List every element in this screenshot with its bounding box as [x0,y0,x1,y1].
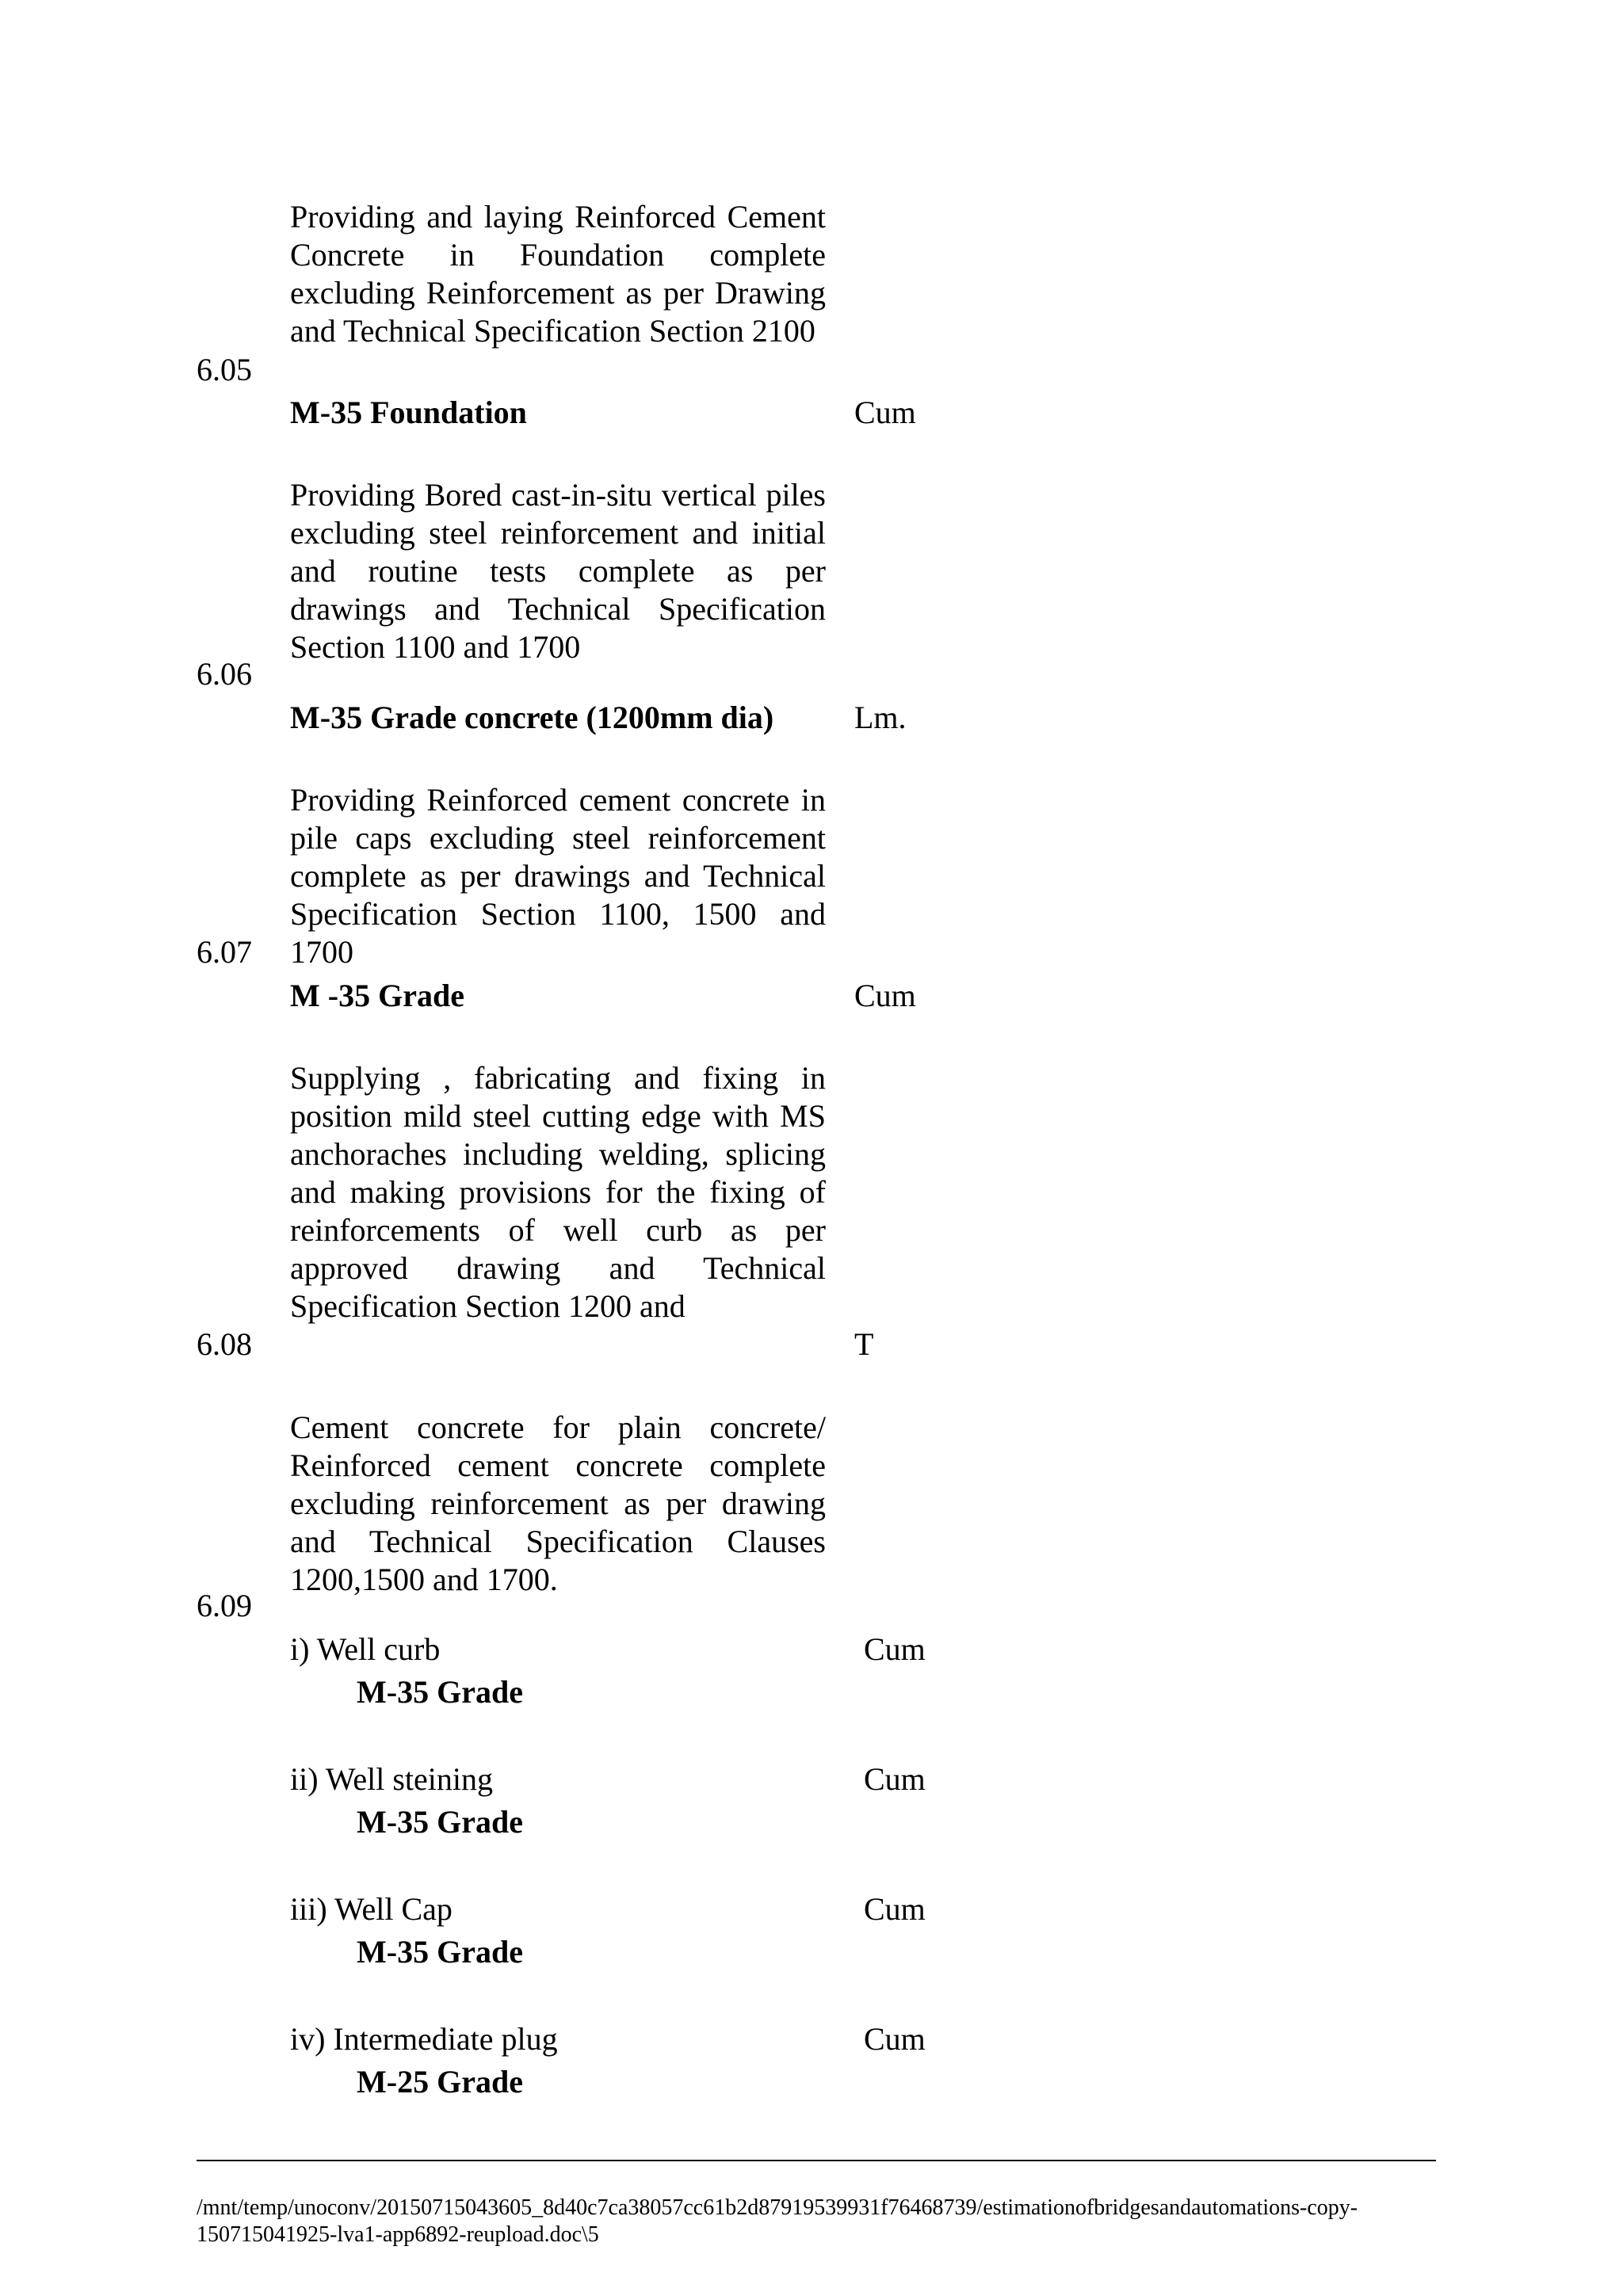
subitem-label: ii) Well steining [290,1761,494,1797]
item-unit: Lm. [854,700,907,735]
subitem-label: iii) Well Cap [290,1891,453,1927]
item-number: 6.06 [197,656,252,692]
subitem-unit: Cum [864,1761,926,1797]
item-number: 6.05 [197,352,252,387]
subitem-grade: M-35 Grade [357,1804,523,1840]
item-grade: M -35 Grade [290,978,464,1013]
subitem-grade: M-35 Grade [357,1934,523,1970]
subitem-label: iv) Intermediate plug [290,2021,558,2057]
subitem-unit: Cum [864,2021,926,2057]
item-unit: Cum [854,395,916,430]
item-description: Providing Reinforced cement concrete in pile caps excluding steel reinforcement complete as per drawings and Technical Specification Section 1100, 1500 and 1700 [290,782,826,970]
footer-path: /mnt/temp/unoconv/20150715043605_8d40c7ca38057cc61b2d87919539931f76468739/estimationofbridgesandautomations-copy-150715041925-lva1-app6892-reupload.doc\5 [197,2195,1358,2247]
subitem-unit: Cum [864,1891,926,1927]
subitem-grade: M-35 Grade [357,1674,523,1710]
item-unit: T [854,1326,874,1362]
item-description: Providing and laying Reinforced Cement Concrete in Foundation complete excluding Reinforcement as per Drawing and Technical Specification Section 2100 [290,199,826,349]
subitem-label: i) Well curb [290,1631,441,1667]
item-description: Supplying , fabricating and fixing in position mild steel cutting edge with MS anchoraches including welding, splicing and making provisions for the fixing of reinforcements of well curb as per approved drawing and Technical Specification Section 1200 and [290,1060,826,1324]
item-unit: Cum [854,978,916,1013]
subitem-unit: Cum [864,1631,926,1667]
item-description: Providing Bored cast-in-situ vertical piles excluding steel reinforcement and initial and routine tests complete as per drawings and Technical Specification Section 1100 and 1700 [290,477,826,665]
footer-rule [197,2160,1436,2161]
item-number: 6.09 [197,1588,252,1623]
item-grade: M-35 Foundation [290,395,527,430]
item-description: Cement concrete for plain concrete/ Reinforced cement concrete complete excluding reinforcement as per drawing and Technical Specification Clauses 1200,1500 and 1700. [290,1409,826,1597]
item-number: 6.08 [197,1326,252,1362]
item-grade: M-35 Grade concrete (1200mm dia) [290,700,774,735]
subitem-grade: M-25 Grade [357,2064,523,2100]
item-number: 6.07 [197,934,252,970]
